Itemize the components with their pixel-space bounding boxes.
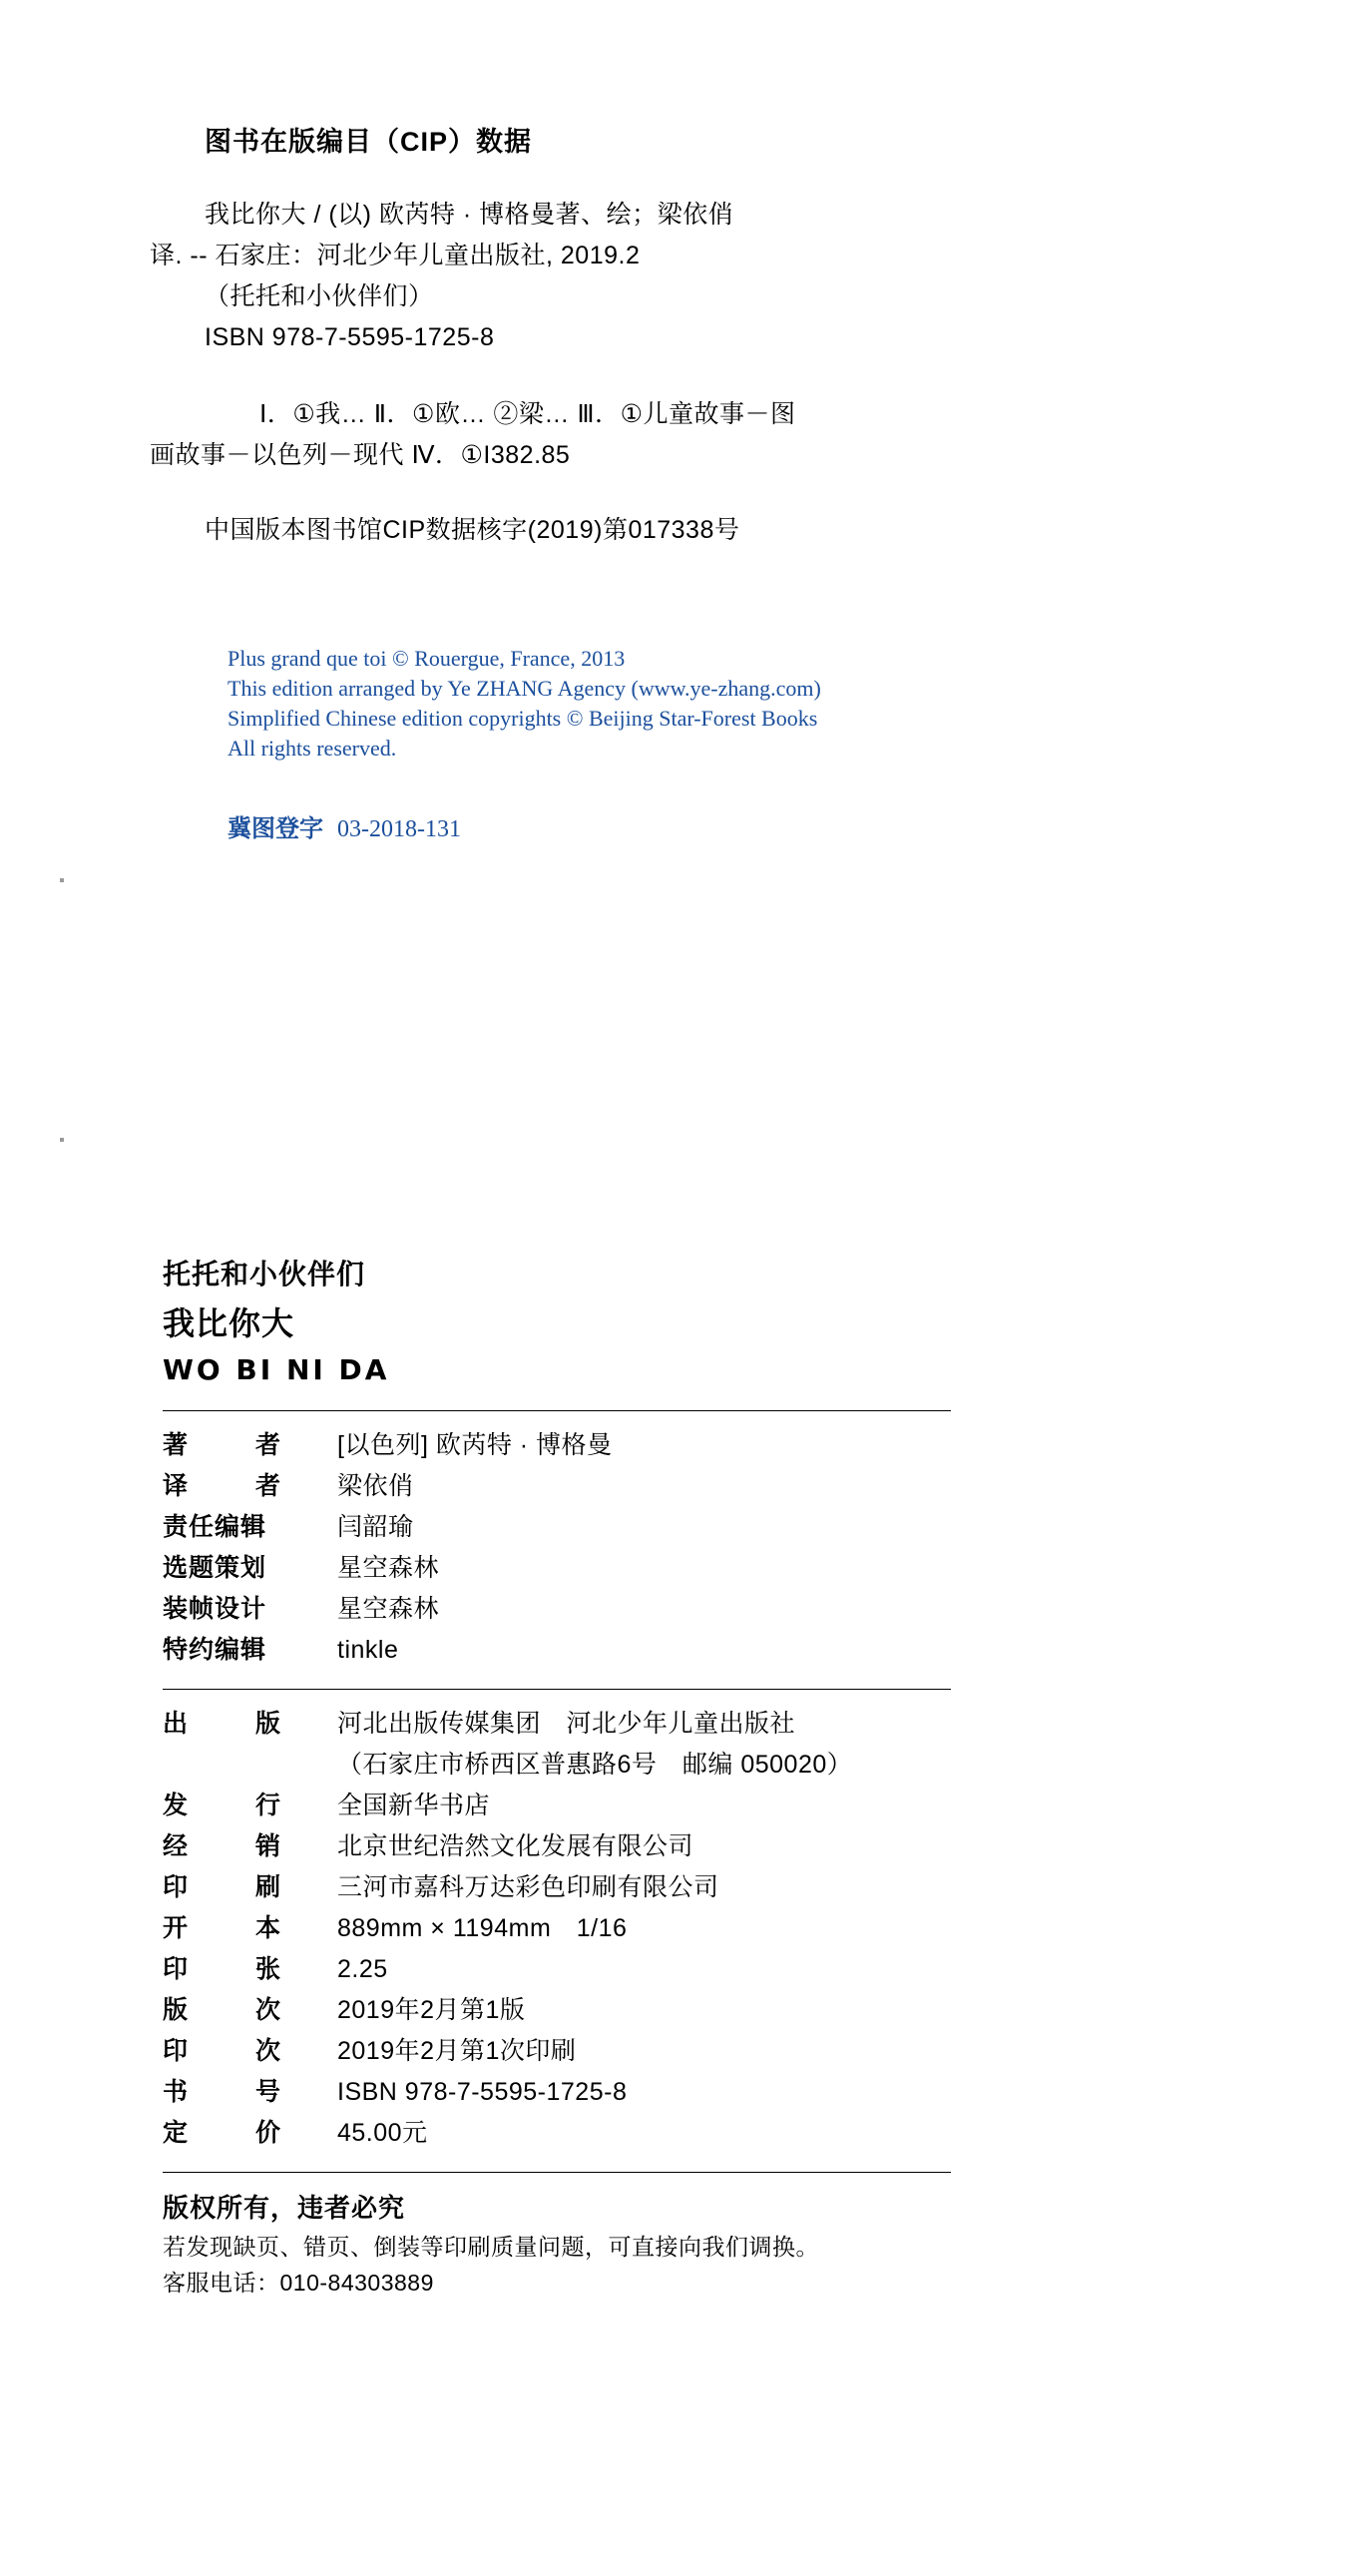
cip-entry-line: 我比你大 / (以) 欧芮特 · 博格曼著、绘；梁依俏 <box>205 201 734 229</box>
registration-number: 03-2018-131 <box>337 816 461 842</box>
rights-line: Simplified Chinese edition copyrights © Beijing Star-Forest Books <box>227 706 818 731</box>
rights-line: This edition arranged by Ye ZHANG Agency (www.ye-zhang.com) <box>227 676 821 701</box>
book-title-pinyin: WO BI NI DA <box>163 1353 390 1386</box>
credit-row <box>163 1466 961 1507</box>
rights-line: All rights reserved. <box>227 736 397 761</box>
credit-value: 星空森林 <box>337 1595 440 1623</box>
credit-value: 闫韶瑜 <box>337 1513 414 1541</box>
production-row <box>163 2031 961 2072</box>
isbn-value: ISBN 978-7-5595-1725-8 <box>337 2078 628 2106</box>
production-label-b: 本 <box>254 1914 281 1942</box>
production-value: 2019年2月第1次印刷 <box>337 2037 577 2065</box>
quality-notice: 若发现缺页、错页、倒装等印刷质量问题，可直接向我们调换。 <box>163 2234 819 2260</box>
production-value <box>337 1704 961 1786</box>
rights-line: Plus grand que toi © Rouergue, France, 2013 <box>227 646 626 671</box>
credits-list <box>163 1425 961 1671</box>
production-list <box>163 1704 961 2154</box>
production-row <box>163 1949 961 1990</box>
production-label-b: 版 <box>254 1710 281 1738</box>
credit-label-a: 译 <box>163 1472 190 1500</box>
production-label-b: 次 <box>254 2037 281 2065</box>
production-row <box>163 1867 961 1908</box>
production-value: 全国新华书店 <box>337 1792 491 1819</box>
credit-label-b: 者 <box>254 1431 281 1459</box>
credit-value: tinkle <box>337 1636 399 1664</box>
cip-class-line: Ⅰ．①我… Ⅱ．①欧… ②梁… Ⅲ．①儿童故事－图 <box>259 400 796 428</box>
service-phone: 客服电话：010-84303889 <box>163 2270 434 2296</box>
cip-entry-line: （托托和小伙伴们） <box>205 282 434 310</box>
cip-heading: 图书在版编目（CIP）数据 <box>205 127 533 157</box>
credit-value: 梁依俏 <box>337 1472 414 1500</box>
production-row <box>163 1704 961 1786</box>
production-label <box>163 1908 337 1949</box>
book-title: 我比你大 <box>163 1305 295 1341</box>
cip-class-line: 画故事－以色列－现代 Ⅳ．①I382.85 <box>150 441 571 469</box>
production-label-a: 出 <box>163 1710 190 1738</box>
production-row <box>163 2072 961 2113</box>
credit-value: [以色列] 欧芮特 · 博格曼 <box>337 1431 613 1459</box>
credit-label: 责任编辑 <box>163 1513 267 1541</box>
production-label-a: 印 <box>163 1955 190 1983</box>
production-label-a: 印 <box>163 2037 190 2065</box>
credit-row <box>163 1507 961 1548</box>
production-row <box>163 2113 961 2154</box>
credit-label: 特约编辑 <box>163 1636 267 1664</box>
production-label <box>163 2113 337 2154</box>
series-title: 托托和小伙伴们 <box>163 1259 366 1289</box>
production-value: 三河市嘉科万达彩色印刷有限公司 <box>337 1873 719 1901</box>
production-value-sub: （石家庄市桥西区普惠路6号 邮编 050020） <box>337 1751 853 1779</box>
production-label-b: 号 <box>254 2078 281 2106</box>
production-label-a: 版 <box>163 1996 190 2024</box>
credit-row <box>163 1425 961 1466</box>
register-mark-lower <box>60 1138 64 1142</box>
colophon-block <box>163 1253 961 2301</box>
credit-label: 装帧设计 <box>163 1595 267 1623</box>
production-label-a: 书 <box>163 2078 190 2106</box>
production-label-b: 刷 <box>254 1873 281 1901</box>
register-mark-upper <box>60 878 64 882</box>
cip-archive-line: 中国版本图书馆CIP数据核字(2019)第017338号 <box>205 516 740 544</box>
cip-entry-line: 译. -- 石家庄：河北少年儿童出版社, 2019.2 <box>150 242 641 269</box>
cip-isbn-line: ISBN 978-7-5595-1725-8 <box>205 323 495 351</box>
cip-block <box>150 120 1227 551</box>
production-row <box>163 1990 961 2031</box>
credit-label-a: 著 <box>163 1431 190 1459</box>
divider-top <box>163 1410 951 1411</box>
registration-label: 冀图登字 <box>227 816 323 842</box>
production-label-a: 印 <box>163 1873 190 1901</box>
production-label <box>163 1786 337 1826</box>
production-label <box>163 1949 337 1990</box>
production-label <box>163 1826 337 1867</box>
production-value: 2.25 <box>337 1955 388 1983</box>
production-label-b: 张 <box>254 1955 281 1983</box>
production-label-a: 定 <box>163 2119 190 2147</box>
credit-label <box>163 1466 337 1507</box>
credit-row <box>163 1589 961 1630</box>
production-label <box>163 2031 337 2072</box>
production-label-a: 经 <box>163 1832 190 1860</box>
production-label-b: 行 <box>254 1792 281 1819</box>
divider-middle <box>163 1689 951 1690</box>
production-label <box>163 2072 337 2113</box>
production-label <box>163 1704 337 1745</box>
copyright-statement: 版权所有，违者必究 <box>163 2193 406 2223</box>
credit-label: 选题策划 <box>163 1554 267 1582</box>
credit-row <box>163 1630 961 1671</box>
divider-bottom <box>163 2172 951 2173</box>
production-value-main: 河北出版传媒集团 河北少年儿童出版社 <box>337 1710 796 1738</box>
price-value: 45.00元 <box>337 2119 428 2147</box>
rights-block <box>227 644 1126 764</box>
production-label-b: 销 <box>254 1832 281 1860</box>
footer-note <box>163 2187 961 2301</box>
production-value: 2019年2月第1版 <box>337 1996 526 2024</box>
credit-label <box>163 1425 337 1466</box>
production-label-b: 次 <box>254 1996 281 2024</box>
production-row <box>163 1826 961 1867</box>
production-label <box>163 1867 337 1908</box>
registration-line <box>227 808 461 843</box>
production-value: 北京世纪浩然文化发展有限公司 <box>337 1832 694 1860</box>
production-label-b: 价 <box>254 2119 281 2147</box>
production-label <box>163 1990 337 2031</box>
production-label-a: 开 <box>163 1914 190 1942</box>
credit-value: 星空森林 <box>337 1554 440 1582</box>
production-label-a: 发 <box>163 1792 190 1819</box>
production-value: 889mm × 1194mm 1/16 <box>337 1914 628 1942</box>
credit-label-b: 者 <box>254 1472 281 1500</box>
credit-row <box>163 1548 961 1589</box>
production-row <box>163 1786 961 1826</box>
production-row <box>163 1908 961 1949</box>
